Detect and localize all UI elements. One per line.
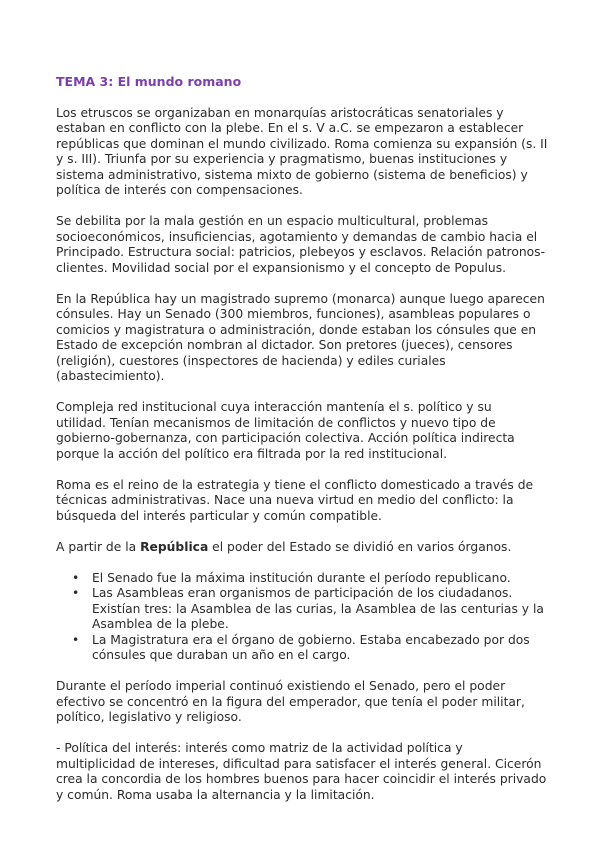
text-line: gobierno-gobernanza, con participación colectiva. Acción política indirecta bbox=[56, 431, 515, 445]
organs-bullet-list bbox=[56, 571, 548, 664]
text-line: crea la concordia de los hombres buenos para hacer coincidir el interés privado bbox=[56, 772, 547, 786]
paragraph bbox=[56, 741, 548, 803]
republica-intro-after: el poder del Estado se dividió en varios órganos. bbox=[208, 539, 512, 554]
document-page bbox=[56, 74, 548, 819]
paragraph bbox=[56, 478, 548, 525]
paragraph bbox=[56, 106, 548, 199]
republica-intro-before: A partir de la bbox=[56, 539, 141, 554]
text-line: cónsules. Hay un Senado (300 miembros, funciones), asambleas populares o bbox=[56, 307, 531, 321]
text-line: utilidad. Tenían mecanismos de limitación de conflictos y nuevo tipo de bbox=[56, 415, 496, 430]
text-line: Asamblea de la plebe. bbox=[92, 617, 229, 631]
text-line: comicios y magistratura o administración, donde estaban los cónsules que en bbox=[56, 322, 537, 337]
list-item bbox=[56, 571, 548, 587]
text-line: político, legislativo y religioso. bbox=[56, 710, 242, 724]
text-line: - Política del interés: interés como matriz de la actividad política y bbox=[56, 741, 463, 755]
text-line: sistema administrativo, sistema mixto de gobierno (sistema de beneficios) y bbox=[56, 167, 528, 182]
bullet-icon: • bbox=[72, 586, 80, 600]
text-line: porque la acción del político era filtrada por la red institucional. bbox=[56, 446, 448, 461]
paragraph bbox=[56, 214, 548, 276]
republica-intro-bold: República bbox=[140, 539, 209, 554]
text-line: repúblicas que dominan el mundo civilizado. Roma comienza su expansión (s. II bbox=[56, 136, 548, 151]
text-line: y común. Roma usaba la alternancia y la limitación. bbox=[56, 787, 375, 802]
paragraph bbox=[56, 679, 548, 726]
text-line: multiplicidad de intereses, dificultad para satisfacer el interés general. Cicerón bbox=[56, 756, 542, 771]
text-line: (abastecimiento). bbox=[56, 369, 165, 383]
body-paragraphs bbox=[56, 106, 548, 525]
text-line: Roma es el reino de la estrategia y tiene el conflicto domesticado a través de bbox=[56, 477, 534, 492]
text-line: Las Asambleas eran organismos de participación de los ciudadanos. bbox=[92, 586, 513, 600]
text-line: Estado de excepción nombran al dictador. Son pretores (jueces), censores bbox=[56, 338, 513, 352]
page-title: TEMA 3: El mundo romano bbox=[56, 74, 242, 89]
text-line: Compleja red institucional cuya interacción mantenía el s. político y su bbox=[56, 400, 492, 414]
list-item bbox=[56, 586, 548, 633]
paragraph bbox=[56, 400, 548, 462]
text-line: Principado. Estructura social: patricios, plebeyos y esclavos. Relación patronos- bbox=[56, 245, 546, 259]
paragraph bbox=[56, 292, 548, 385]
republica-intro bbox=[56, 540, 548, 556]
text-line: Los etruscos se organizaban en monarquías aristocráticas senatoriales y bbox=[56, 105, 504, 120]
bullet-icon: • bbox=[72, 632, 80, 647]
text-line: búsqueda del interés particular y común compatible. bbox=[56, 508, 382, 523]
text-line: La Magistratura era el órgano de gobierno. Estaba encabezado por dos bbox=[92, 632, 530, 647]
text-line: clientes. Movilidad social por el expansionismo y el concepto de Populus. bbox=[56, 260, 507, 275]
text-line: estaban en conflicto con la plebe. En el s. V a.C. se empezaron a establecer bbox=[56, 121, 524, 135]
bullet-icon: • bbox=[72, 570, 80, 585]
text-line: y s. III). Triunfa por su experiencia y pragmatismo, buenas instituciones y bbox=[56, 152, 508, 166]
text-line: técnicas administrativas. Nace una nueva virtud en medio del conflicto: la bbox=[56, 493, 514, 507]
list-item bbox=[56, 633, 548, 664]
text-line: cónsules que duraban un año en el cargo. bbox=[92, 648, 351, 662]
text-line: En la República hay un magistrado supremo (monarca) aunque luego aparecen bbox=[56, 291, 545, 306]
text-line: (religión), cuestores (inspectores de hacienda) y ediles curiales bbox=[56, 353, 446, 368]
text-line: Se debilita por la mala gestión en un espacio multicultural, problemas bbox=[56, 214, 489, 228]
closing-paragraphs bbox=[56, 679, 548, 803]
text-line: efectivo se concentró en la figura del emperador, que tenía el poder militar, bbox=[56, 694, 525, 709]
text-line: Durante el período imperial continuó existiendo el Senado, pero el poder bbox=[56, 679, 506, 693]
text-line: política de interés con compensaciones. bbox=[56, 183, 303, 197]
text-line: socioeconómicos, insuficiencias, agotamiento y demandas de cambio hacia el bbox=[56, 229, 538, 244]
text-line: El Senado fue la máxima institución durante el período republicano. bbox=[92, 570, 511, 585]
text-line: Existían tres: la Asamblea de las curias, la Asamblea de las centurias y la bbox=[92, 601, 544, 616]
